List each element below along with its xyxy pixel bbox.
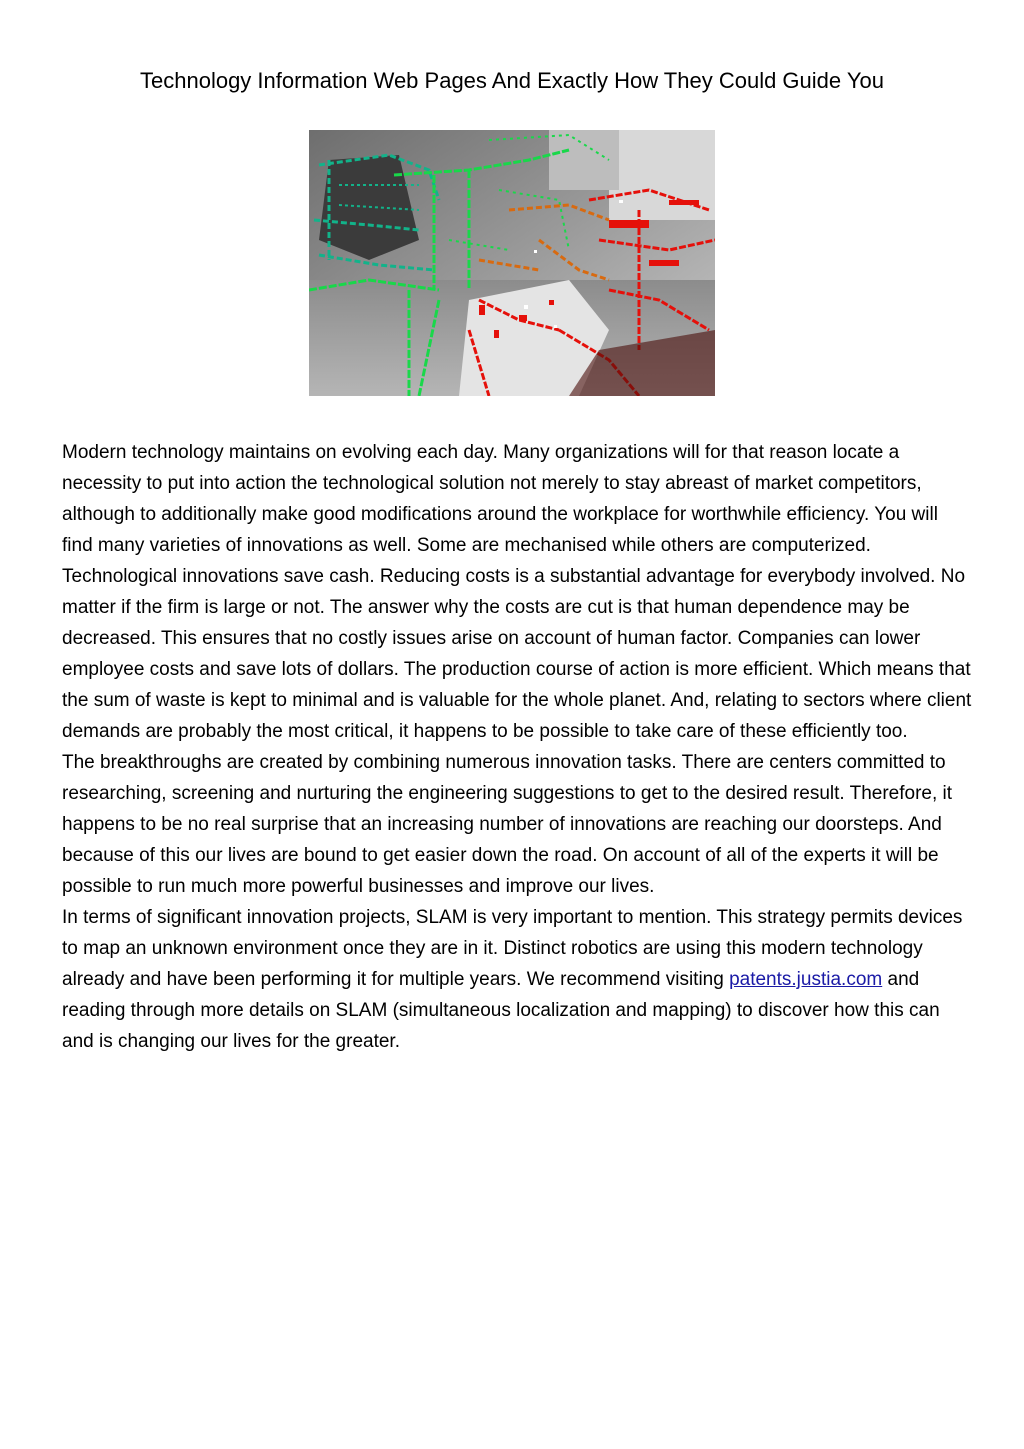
article-paragraph-1: Modern technology maintains on evolving each day. Many organizations will for that reason locate a necessity to put into action the technological solution not merely to stay abreast of market competitors, although to additionally make good modifications around the workplace for worthwhile efficiency. You will find many varieties of innovations as well. Some are mechanised while others are computerized. bbox=[62, 442, 938, 556]
article-body bbox=[62, 437, 972, 1057]
article-paragraph-2: Technological innovations save cash. Reducing costs is a substantial advantage for everybody involved. No matter if the firm is large or not. The answer why the costs are cut is that human dependence may be decreased. This ensures that no costly issues arise on account of human factor. Companies can lower employee costs and save lots of dollars. The production course of action is more efficient. Which means that the sum of waste is kept to minimal and is valuable for the whole planet. And, relating to sectors where client demands are probably the most critical, it happens to be possible to take care of these efficiently too. bbox=[62, 566, 972, 742]
patents-justia-link[interactable]: patents.justia.com bbox=[729, 969, 883, 990]
article-paragraph-4 bbox=[62, 902, 972, 1057]
paragraph-4-text-before-link: In terms of significant innovation projects, SLAM is very important to mention. This strategy permits devices to map an unknown environment once they are in it. Distinct robotics are using this modern technology already and have been performing it for multiple years. We recommend visiting bbox=[62, 907, 963, 990]
article-paragraph-3: The breakthroughs are created by combining numerous innovation tasks. There are centers committed to researching, screening and nurturing the engineering suggestions to get to the desired result. Therefore, it happens to be no real surprise that an increasing number of innovations are reaching our doorsteps. And because of this our lives are bound to get easier down the road. On account of all of the experts it will be possible to run much more powerful businesses and improve our lives. bbox=[62, 752, 953, 897]
slam-point-cloud-image bbox=[309, 130, 715, 396]
page-title: Technology Information Web Pages And Exactly How They Could Guide You bbox=[140, 68, 884, 93]
paragraph-4-text-after-link: and reading through more details on SLAM (simultaneous localization and mapping) to discover how this can and is changing our lives for the greater. bbox=[62, 969, 940, 1052]
